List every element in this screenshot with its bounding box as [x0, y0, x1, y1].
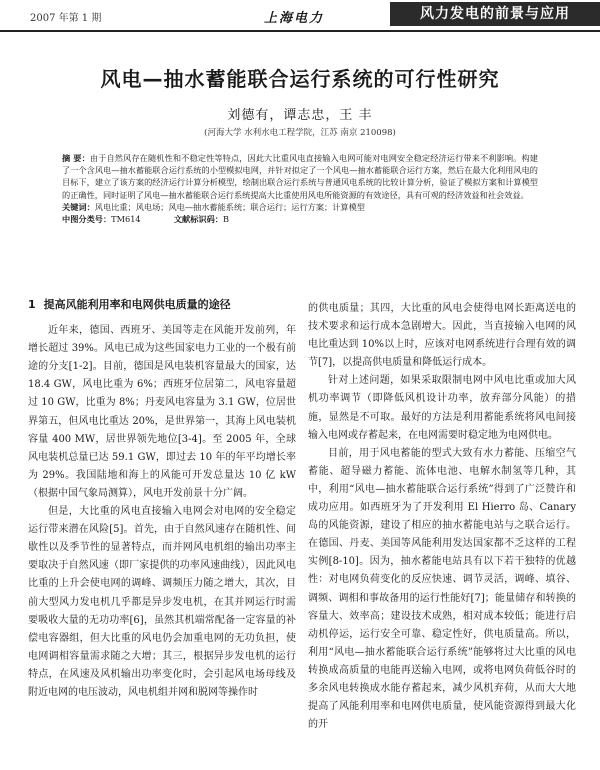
keywords: [62, 201, 538, 213]
keywords-text: 风电比重；风电场；风电—抽水蓄能系统；联合运行；运行方案；计算模型: [94, 201, 365, 212]
issue-label: 2007 年第 1 期: [30, 13, 102, 24]
abstract: [62, 152, 538, 201]
doccode-label: 文献标识码：: [173, 214, 223, 225]
classification: [62, 213, 538, 225]
front-matter: [62, 152, 538, 225]
body-paragraph: 针对上述问题，如果采取限制电网中风电比重或加大风机功率调节（即降低风机设计功率，放弃部分风能）的措施，显然是不可取。最好的方法是利用蓄能系统将风电间接输入电网或存蓄起来，在电网需要时稳定地为电网供电。: [308, 375, 576, 441]
body-paragraph: 目前，用于风电蓄能的型式大致有水力蓄能、压缩空气蓄能、超导磁力蓄能、流体电池、电解水制氢等几种，其中，利用“风电—抽水蓄能联合运行系统”得到了广泛赞许和成功应用。如西班牙为了开发利用 El Hierro 岛、Canary 岛的风能资源，建设了相应的抽水蓄能电站与之联合运行。在德国、丹麦、美国等风能利用发达国家都不乏这样的工程实例[8-10]。因为，抽水蓄能电站具有以下若干独特的优越性：对电网负荷变化的反应快速、调节灵活，调峰、填谷、调频、调相和事故备用的运行性能好[7]；能量储存和转换的容量大、效率高；建设技术成熟，相对成本较低；能进行启动机停运，运行安全可靠、稳定性好，供电质量高。所以，利用“风电—抽水蓄能联合运行系统”能够将过大比重的风电转换成高质量的电能再送输入电网，或将电网负荷低谷时的多余风电转换成水能存蓄起来，减少风机弃荷，从而大大地提高了风能利用率和电网供电质量，使风能资源得到最大化的开: [308, 447, 576, 731]
section-number: 1: [28, 298, 36, 311]
clc-value: TM614: [111, 214, 141, 225]
body-paragraph: 的供电质量；其四，大比重的风电会使得电网长距离送电的技术要求和运行成本急剧增大。因此，当直接输入电网的风电比重达到 10%以上时，应该对电网系统进行合理有效的调节[7]，以提高供电质量和降低运行成本。: [308, 303, 576, 369]
keywords-label: 关键词：: [62, 201, 95, 212]
abstract-label: 摘 要：: [62, 153, 90, 163]
abstract-text: 由于自然风存在随机性和不稳定性等特点，因此大比重风电直接输入电网可能对电网安全稳定经济运行带来不利影响。构建了一个含风电—抽水蓄能联合运行系统的小型模拟电网，并针对拟定了一个风电—抽水蓄能联合运行方案，然后在最大化利用风电的目标下，建立了该方案的经济运行计算分析模型，绘制出联合运行系统与普通风电系统的比较计算分析，验证了模拟方案和计算模型的正确性，同时证明了风电—抽水蓄能联合运行系统提高大比重使用风电所能资源的有效途径，具有可观的经济效益和社会效益。: [62, 153, 538, 200]
author-affiliation: (河海大学 水利水电工程学院，江苏 南京 210098): [204, 128, 396, 138]
body-paragraph: 近年来，德国、西班牙、美国等走在风能开发前列，年增长超过 39%。风电已成为这些国家电力工业的一个极有前途的分支[1-2]。目前，德国是风电装机容量最大的国家，达 18.4 GW，风电比重为 6%；西班牙位居第二，风电容量超过 10 GW，比重为 8%；丹麦风电容量为 3.1 GW，位居世界第五，但风电比重达 20%，是世界第一，其海上风电装机容量 400 MW，居世界领先地位[3-4]。至 2005 年，全球风电装机总量已达 59.1 GW，即过去 10 年的年平均增长率为 29%。我国陆地和海上的风能可开发总量达 10 亿 kW（根据中国气象局测算），风电开发前景十分广阔。: [28, 325, 296, 499]
journal-name: 上海电力: [264, 11, 325, 26]
body-paragraph: 但是，大比重的风电直接输入电网会对电网的安全稳定运行带来潜在风险[5]。首先，由于自然风速存在随机性、间歇性以及季节性的显著特点，而并网风电机组的输出功率主要取决于自然风速（即厂家提供的功率风速曲线），因此风电比重的上升会使电网的调峰、调频压力随之增大，其次，目前大型风力发电机几乎都是异步发电机，在其并网运行时需要吸收大量的无功功率[6]，虽然其机端常配备一定容量的补偿电容器组，但大比重的风电仍会加重电网的无功负担，使电网调相容量需求随之大增；其三，根据异步发电机的运行特点，在风速及风机输出功率变化时，会引起风电场母线及附近电网的电压波动，风电机组并网和脱网等操作时: [28, 506, 296, 698]
page-header: [0, 0, 600, 32]
article-authors: 刘德有，谭志忠，王 丰: [227, 108, 373, 123]
column-banner: 风力发电的前景与应用: [390, 2, 600, 26]
section-heading: [28, 296, 296, 314]
section-title: 提高风能利用率和电网供电质量的途径: [43, 298, 231, 311]
clc-label: 中图分类号：: [62, 214, 112, 225]
article-title: 风电—抽水蓄能联合运行系统的可行性研究: [100, 67, 500, 91]
left-column: [28, 296, 296, 761]
doccode-value: B: [222, 214, 230, 225]
right-column: [308, 300, 576, 765]
